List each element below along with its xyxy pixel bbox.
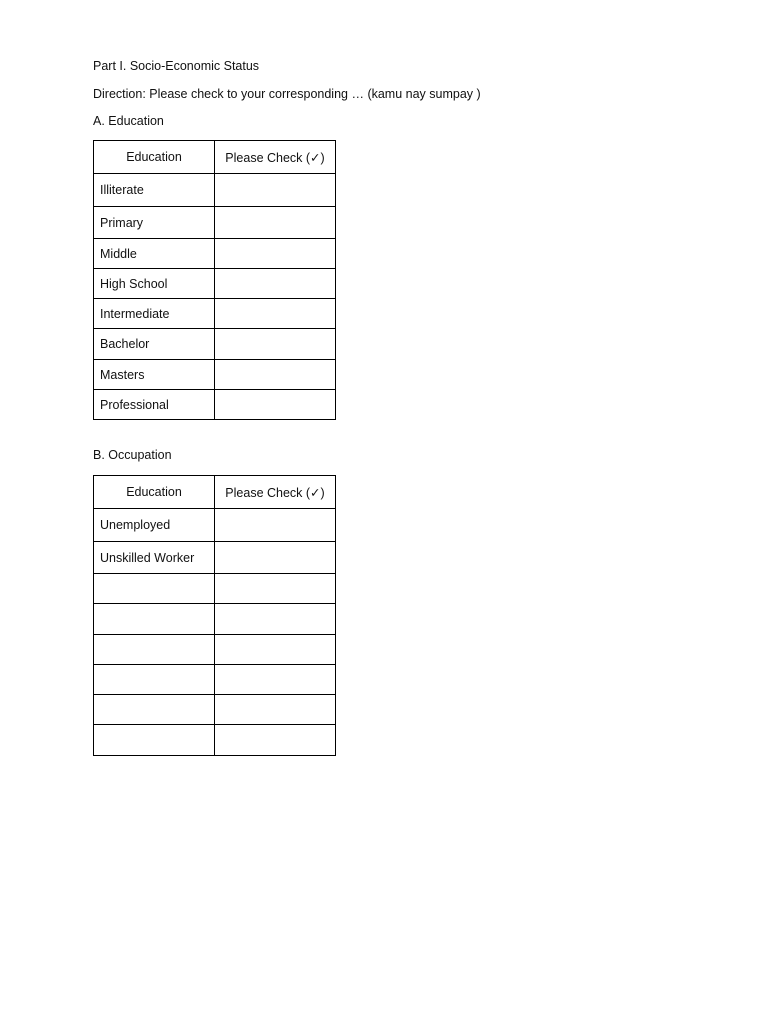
table-row [94, 695, 336, 725]
section-b-heading: B. Occupation [93, 448, 172, 462]
education-option-label: Middle [94, 239, 215, 269]
table-row [94, 239, 336, 269]
table-row [94, 174, 336, 207]
check-cell[interactable] [215, 390, 336, 420]
occupation-option-label: Unskilled Worker [94, 542, 215, 574]
education-column-header: Education [94, 141, 215, 174]
occupation-table-header-row [94, 476, 336, 509]
check-cell[interactable] [215, 174, 336, 207]
check-cell[interactable] [215, 574, 336, 604]
education-option-label: Masters [94, 360, 215, 390]
check-cell[interactable] [215, 542, 336, 574]
table-row [94, 207, 336, 239]
check-cell[interactable] [215, 207, 336, 239]
table-row [94, 329, 336, 360]
occupation-option-label[interactable] [94, 635, 215, 665]
education-table [93, 140, 336, 420]
table-row [94, 542, 336, 574]
check-cell[interactable] [215, 239, 336, 269]
education-option-label: Professional [94, 390, 215, 420]
check-cell[interactable] [215, 299, 336, 329]
check-cell[interactable] [215, 725, 336, 756]
check-cell[interactable] [215, 665, 336, 695]
check-cell[interactable] [215, 635, 336, 665]
table-row [94, 635, 336, 665]
occupation-table [93, 475, 336, 756]
check-cell[interactable] [215, 509, 336, 542]
education-option-label: Primary [94, 207, 215, 239]
occupation-option-label[interactable] [94, 665, 215, 695]
table-row [94, 269, 336, 299]
occupation-option-label[interactable] [94, 604, 215, 635]
check-cell[interactable] [215, 269, 336, 299]
table-row [94, 725, 336, 756]
occupation-option-label[interactable] [94, 695, 215, 725]
education-option-label: Bachelor [94, 329, 215, 360]
occupation-option-label[interactable] [94, 725, 215, 756]
check-cell[interactable] [215, 360, 336, 390]
table-row [94, 299, 336, 329]
check-cell[interactable] [215, 604, 336, 635]
education-option-label: Illiterate [94, 174, 215, 207]
table-row [94, 360, 336, 390]
table-row [94, 665, 336, 695]
education-option-label: High School [94, 269, 215, 299]
table-row [94, 574, 336, 604]
check-cell[interactable] [215, 695, 336, 725]
occupation-option-label: Unemployed [94, 509, 215, 542]
table-row [94, 604, 336, 635]
education-option-label: Intermediate [94, 299, 215, 329]
table-row [94, 390, 336, 420]
education-table-header-row [94, 141, 336, 174]
education-column-header: Education [94, 476, 215, 509]
table-row [94, 509, 336, 542]
check-column-header: Please Check (✓) [215, 141, 336, 174]
direction-text: Direction: Please check to your corresponding … (kamu nay sumpay ) [93, 87, 481, 101]
check-column-header: Please Check (✓) [215, 476, 336, 509]
check-cell[interactable] [215, 329, 336, 360]
part-title: Part I. Socio-Economic Status [93, 59, 260, 73]
section-a-heading: A. Education [93, 114, 164, 128]
occupation-option-label[interactable] [94, 574, 215, 604]
